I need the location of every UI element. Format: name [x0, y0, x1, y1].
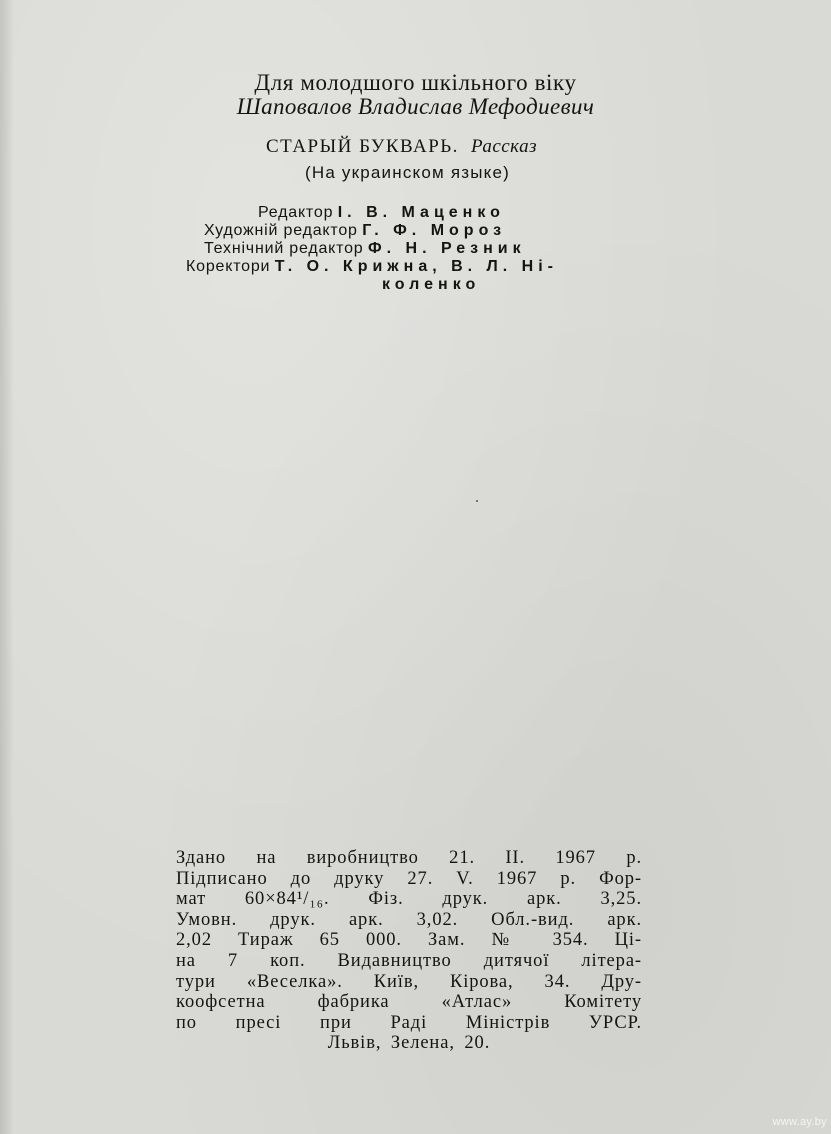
credit-editor: [186, 204, 646, 222]
imprint-line: на 7 коп. Видавництво дитячої літера-: [176, 950, 642, 971]
imprint-block: [176, 848, 642, 1054]
credit-role: Коректори: [186, 258, 271, 275]
imprint-line: по пресі при Раді Міністрів УРСР.: [176, 1012, 642, 1033]
author-line: Шаповалов Владислав Мефодиевич: [236, 94, 595, 119]
imprint-line: Здано на виробництво 21. ІІ. 1967 р.: [176, 848, 642, 868]
watermark: www.ay.by: [772, 1116, 827, 1128]
credit-role: Редактор: [258, 204, 334, 221]
imprint-line: Умовн. друк. арк. 3,02. Обл.-вид. арк.: [176, 909, 642, 930]
language-note: (На украинском языке): [304, 163, 510, 182]
credit-name: Г. Ф. Мороз: [362, 222, 507, 239]
credit-name: І. В. Маценко: [337, 204, 505, 221]
credit-proofreaders-cont: [186, 276, 646, 294]
credits-block: [186, 204, 646, 294]
credit-role: Технічний редактор: [204, 240, 364, 257]
book-title: СТАРЫЙ БУКВАРЬ.: [265, 136, 459, 157]
book-genre: Рассказ: [470, 136, 538, 157]
credit-art-editor: [186, 222, 646, 240]
imprint-line: коофсетна фабрика «Атлас» Комітету: [176, 992, 642, 1013]
credit-tech-editor: [186, 240, 646, 258]
imprint-line: Львів, Зелена, 20.: [327, 1033, 491, 1054]
paper-speck: [476, 500, 478, 502]
credit-role: Художній редактор: [204, 222, 358, 239]
credit-name: коленко: [382, 276, 481, 293]
imprint-line: тури «Веселка». Київ, Кірова, 34. Дру-: [176, 971, 642, 992]
series-line: Для молодшого шкільного віку: [254, 70, 577, 95]
credit-proofreaders: [186, 258, 646, 276]
imprint-line: 2,02 Тираж 65 000. Зам. № 354. Ці-: [176, 930, 642, 951]
imprint-line: Підписано до друку 27. V. 1967 р. Фор-: [176, 868, 642, 889]
credit-name: Т. О. Крижна, В. Л. Ні-: [274, 258, 558, 275]
credit-name: Ф. Н. Резник: [367, 240, 526, 257]
title-line: [0, 136, 817, 158]
imprint-line: мат 60×84¹/₁₆. Фіз. друк. арк. 3,25.: [176, 889, 642, 910]
